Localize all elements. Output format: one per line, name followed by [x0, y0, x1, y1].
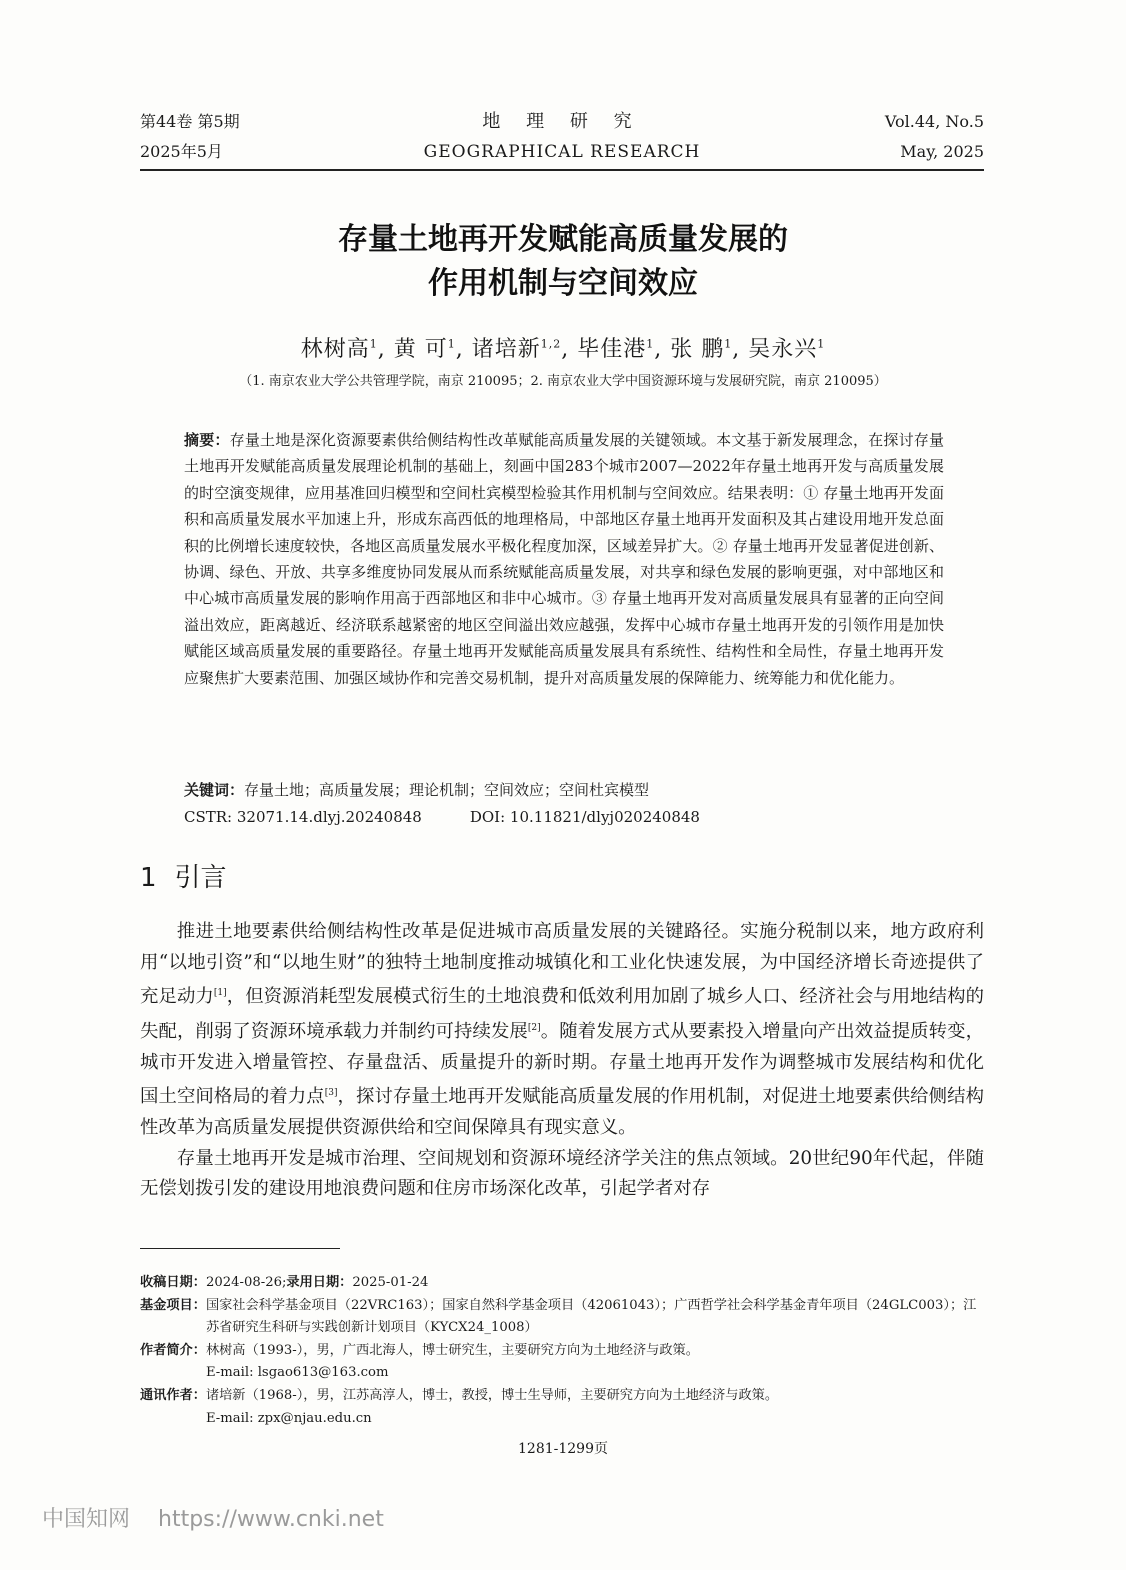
- text-run: 推进土地要素供给侧结构性改革是促进城市高质量发展的关键路径。实施分税制以来，地方政府利用“以地引资”和“以地生财”的独特土地制度推动城镇化和工业化快速发展，为中国经济增长奇迹提供了充足动力: [140, 921, 984, 1008]
- journal-name-cn: 地 理 研 究: [482, 111, 642, 132]
- abstract: [184, 427, 944, 691]
- volume-issue: 第44卷 第5期: [140, 112, 240, 131]
- paragraph: [140, 917, 984, 1144]
- author-affil-mark: 1: [724, 337, 733, 351]
- section-heading: [140, 860, 227, 896]
- keywords-label: 关键词：: [184, 781, 245, 799]
- author-separator: ,: [561, 337, 570, 362]
- corresponding-bio: [206, 1385, 986, 1430]
- body-text: [140, 917, 984, 1205]
- corresponding-email: E-mail: zpx@njau.edu.cn: [205, 1410, 372, 1426]
- citation: [1]: [213, 988, 227, 999]
- issue-info-en: [885, 107, 984, 167]
- watermark-name: 中国知网: [42, 1507, 131, 1532]
- funding-text: 国家社会科学基金项目（22VRC163）；国家自然科学基金项目（42061043）；广西哲学社会科学基金青年项目（24GLC003）；江苏省研究生科研与实践创新计划项目（KYCX24_1008）: [205, 1297, 977, 1336]
- footnote-author: [140, 1340, 986, 1385]
- funding-label: 基金项目：: [140, 1297, 206, 1313]
- author-separator: ,: [654, 337, 663, 362]
- issue-date-en: May, 2025: [900, 142, 984, 161]
- identifiers: [184, 805, 700, 829]
- accepted-label: 录用日期：: [286, 1275, 353, 1290]
- received-date: 2024-08-26;: [205, 1275, 287, 1290]
- abstract-label: 摘要：: [184, 431, 230, 449]
- watermark-url: https://www.cnki.net: [158, 1507, 384, 1532]
- author-name: 诸培新: [471, 337, 541, 362]
- doi: DOI: 10.11821/dlyj020240848: [469, 808, 700, 826]
- corresponding-bio-text: 诸培新（1968-），男，江苏高淳人，博士，教授，博士生导师，主要研究方向为土地经济与政策。: [205, 1387, 779, 1403]
- author-separator: ,: [455, 337, 464, 362]
- author-name: 毕佳港: [577, 337, 647, 362]
- paragraph: 存量土地再开发是城市治理、空间规划和资源环境经济学关注的焦点领域。20世纪90年代起，伴随无偿划拨引发的建设用地浪费问题和住房市场深化改革，引起学者对存: [140, 1147, 984, 1200]
- keywords: [184, 777, 944, 803]
- footnote-divider: [140, 1248, 340, 1249]
- text-run: ，但资源消耗型发展模式衍生的土地浪费和低效利用加剧了城乡人口、经济社会与用地结构的失配，削弱了资源环境承载力并制约可持续发展: [140, 986, 984, 1043]
- keywords-text: 存量土地；高质量发展；理论机制；空间效应；空间杜宾模型: [244, 781, 650, 799]
- author-bio-text: 林树高（1993-），男，广西北海人，博士研究生，主要研究方向为土地经济与政策。: [205, 1342, 699, 1358]
- journal-name: [140, 107, 984, 167]
- cnki-watermark: [42, 1502, 384, 1533]
- issue-date: 2025年5月: [140, 142, 223, 161]
- journal-name-en: GEOGRAPHICAL RESEARCH: [423, 142, 701, 162]
- author-email: E-mail: lsgao613@163.com: [205, 1365, 389, 1381]
- author-separator: ,: [732, 337, 741, 362]
- author-list: [0, 332, 1126, 363]
- cstr: CSTR: 32071.14.dlyj.20240848: [184, 808, 422, 826]
- author-affil-mark: 1: [646, 337, 655, 351]
- footnote-corresponding: [140, 1385, 986, 1430]
- footnote-funding: [140, 1295, 986, 1340]
- citation: [2]: [527, 1022, 541, 1033]
- author-affil-mark: 1: [447, 337, 456, 351]
- author-separator: ,: [377, 337, 386, 362]
- author-name: 张 鹏: [670, 337, 725, 362]
- author-affil-mark: 1: [369, 337, 378, 351]
- author-bio: [206, 1340, 986, 1385]
- footnote-dates: [140, 1272, 986, 1295]
- author-name: 黄 可: [393, 337, 448, 362]
- text-run: ，探讨存量土地再开发赋能高质量发展的作用机制，对促进土地要素供给侧结构性改革为高质量发展提供资源供给和空间保障具有现实意义。: [140, 1086, 984, 1138]
- section-number: 1: [140, 863, 157, 893]
- affiliation: （1. 南京农业大学公共管理学院，南京 210095；2. 南京农业大学中国资源环境与发展研究院，南京 210095）: [239, 374, 887, 389]
- author-bio-label: 作者简介：: [140, 1342, 206, 1358]
- author-affil-mark: 1,2: [540, 337, 562, 351]
- title-line-1: 存量土地再开发赋能高质量发展的: [338, 222, 788, 257]
- author-affil-mark: 1: [817, 337, 826, 351]
- accepted-date: 2025-01-24: [352, 1275, 429, 1290]
- citation: [3]: [324, 1088, 338, 1099]
- section-title: 引言: [174, 863, 227, 893]
- author-name: 林树高: [300, 337, 370, 362]
- corresponding-label: 通讯作者：: [140, 1387, 206, 1403]
- author-name: 吴永兴: [748, 337, 818, 362]
- volume-issue-en: Vol.44, No.5: [884, 112, 984, 131]
- text-run: 。随着发展方式从要素投入增量向产出效益提质转变，城市开发进入增量管控、存量盘活、质量提升的新时期。存量土地再开发作为调整城市发展结构和优化国土空间格局的着力点: [140, 1021, 984, 1108]
- paper-title: [0, 218, 1126, 306]
- journal-header: [140, 107, 984, 171]
- footnotes: [140, 1272, 986, 1430]
- title-line-2: 作用机制与空间效应: [428, 266, 698, 301]
- received-label: 收稿日期：: [140, 1275, 206, 1290]
- page-range: 1281-1299页: [518, 1441, 608, 1457]
- abstract-text: 存量土地是深化资源要素供给侧结构性改革赋能高质量发展的关键领域。本文基于新发展理念，在探讨存量土地再开发赋能高质量发展理论机制的基础上，刻画中国283个城市2007—2022年存量土地再开发与高质量发展的时空演变规律，应用基准回归模型和空间杜宾模型检验其作用机制与空间效应。结果表明：① 存量土地再开发面积和高质量发展水平加速上升，形成东高西低的地理格局，中部地区存量土地再开发面积及其占建设用地开发总面积的比例增长速度较快，各地区高质量发展水平极化程度加深，区域差异扩大。② 存量土地再开发显著促进创新、协调、绿色、开放、共享多维度协同发展从而系统赋能高质量发展，对共享和绿色发展的影响更强，对中部地区和中心城市高质量发展的影响作用高于西部地区和非中心城市。③ 存量土地再开发对高质量发展具有显著的正向空间溢出效应，距离越近、经济联系越紧密的地区空间溢出效应越强，发挥中心城市存量土地再开发的引领作用是加快赋能区域高质量发展的重要路径。存量土地再开发赋能高质量发展具有系统性、结构性和全局性，存量土地再开发应聚焦扩大要素范围、加强区域协作和完善交易机制，提升对高质量发展的保障能力、统筹能力和优化能力。: [184, 431, 944, 687]
